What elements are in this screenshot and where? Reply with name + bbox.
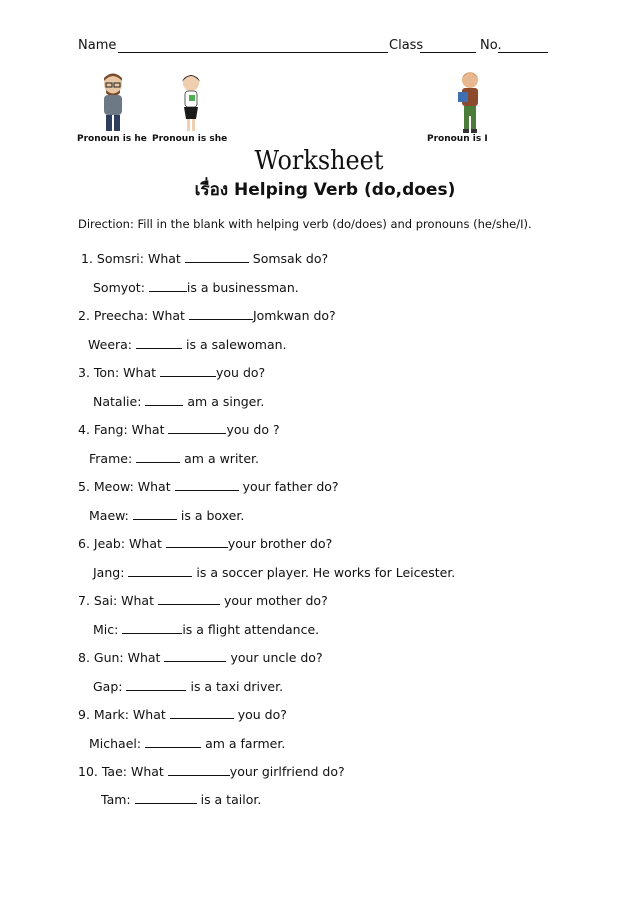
woman-illustration — [176, 73, 206, 133]
answer-7-suffix: is a flight attendance. — [182, 622, 320, 637]
question-9-prefix: 9. Mark: What — [78, 707, 166, 722]
question-6-suffix: your brother do? — [227, 536, 333, 551]
class-field[interactable] — [420, 40, 476, 53]
blank-3b[interactable] — [145, 392, 183, 406]
blank-6a[interactable] — [166, 534, 228, 548]
blank-7a[interactable] — [158, 591, 220, 605]
question-2-suffix: Jomkwan do? — [252, 308, 336, 323]
question-6-prefix: 6. Jeab: What — [78, 536, 162, 551]
blank-10a[interactable] — [168, 762, 230, 776]
blank-6b[interactable] — [128, 563, 192, 577]
answer-8-prefix: Gap: — [93, 679, 123, 694]
blank-5a[interactable] — [175, 477, 239, 491]
answer-2-prefix: Weera: — [88, 337, 133, 352]
answer-10-suffix: is a tailor. — [200, 792, 262, 807]
question-8-prefix: 8. Gun: What — [78, 650, 161, 665]
question-1 — [81, 249, 328, 266]
blank-7b[interactable] — [122, 620, 182, 634]
question-5 — [78, 477, 339, 494]
blank-4b[interactable] — [136, 449, 180, 463]
question-10-suffix: your girlfriend do? — [229, 764, 345, 779]
question-8 — [78, 648, 323, 665]
man-with-glasses-illustration — [96, 73, 130, 133]
answer-4-prefix: Frame: — [89, 451, 133, 466]
answer-6-prefix: Jang: — [93, 565, 125, 580]
answer-9-suffix: am a farmer. — [205, 736, 286, 751]
boy-with-book-illustration — [454, 70, 486, 134]
question-5-suffix: your father do? — [242, 479, 339, 494]
answer-10 — [101, 790, 261, 807]
question-3-prefix: 3. Ton: What — [78, 365, 157, 380]
answer-1-prefix: Somyot: — [93, 280, 145, 295]
worksheet-title: Worksheet — [254, 146, 384, 176]
answer-3-prefix: Natalie: — [93, 394, 142, 409]
question-5-prefix: 5. Meow: What — [78, 479, 171, 494]
answer-1-suffix: is a businessman. — [186, 280, 299, 295]
caption-he: Pronoun is he — [77, 134, 147, 144]
answer-8 — [93, 677, 283, 694]
question-1-prefix: 1. Somsri: What — [81, 251, 181, 266]
answer-4 — [89, 449, 259, 466]
blank-3a[interactable] — [160, 363, 216, 377]
question-7-prefix: 7. Sai: What — [78, 593, 154, 608]
question-4 — [78, 420, 280, 437]
answer-9 — [89, 734, 285, 751]
blank-9a[interactable] — [170, 705, 234, 719]
answer-1 — [93, 278, 299, 295]
caption-i: Pronoun is I — [427, 134, 488, 144]
number-label: No. — [480, 38, 502, 53]
answer-3-suffix: am a singer. — [187, 394, 265, 409]
question-10 — [78, 762, 345, 779]
answer-2 — [88, 335, 287, 352]
question-8-suffix: your uncle do? — [230, 650, 323, 665]
question-10-prefix: 10. Tae: What — [78, 764, 164, 779]
blank-4a[interactable] — [168, 420, 226, 434]
question-2-prefix: 2. Preecha: What — [78, 308, 185, 323]
blank-1a[interactable] — [185, 249, 249, 263]
answer-10-prefix: Tam: — [101, 792, 131, 807]
name-field[interactable] — [118, 40, 388, 53]
question-6 — [78, 534, 332, 551]
question-2 — [78, 306, 336, 323]
answer-6-suffix: is a soccer player. He works for Leicester. — [196, 565, 456, 580]
question-7-suffix: your mother do? — [223, 593, 328, 608]
question-1-suffix: Somsak do? — [252, 251, 329, 266]
answer-8-suffix: is a taxi driver. — [190, 679, 284, 694]
question-4-suffix: you do ? — [226, 422, 280, 437]
answer-7 — [93, 620, 319, 637]
answer-5 — [89, 506, 244, 523]
question-3 — [78, 363, 265, 380]
blank-8b[interactable] — [126, 677, 186, 691]
blank-8a[interactable] — [164, 648, 226, 662]
answer-3 — [93, 392, 264, 409]
direction-text: Direction: Fill in the blank with helping verb (do/does) and pronouns (he/she/I). — [78, 217, 532, 231]
answer-9-prefix: Michael: — [89, 736, 142, 751]
answer-5-suffix: is a boxer. — [180, 508, 245, 523]
question-7 — [78, 591, 328, 608]
answer-7-prefix: Mic: — [93, 622, 119, 637]
answer-5-prefix: Maew: — [89, 508, 129, 523]
blank-2b[interactable] — [136, 335, 182, 349]
blank-10b[interactable] — [135, 790, 197, 804]
class-label: Class — [389, 38, 424, 53]
blank-2a[interactable] — [189, 306, 253, 320]
name-label: Name — [78, 38, 117, 53]
question-4-prefix: 4. Fang: What — [78, 422, 165, 437]
blank-1b[interactable] — [149, 278, 187, 292]
worksheet-subtitle: เรื่อง Helping Verb (do,does) — [194, 180, 456, 200]
answer-2-suffix: is a salewoman. — [186, 337, 287, 352]
blank-9b[interactable] — [145, 734, 201, 748]
question-9 — [78, 705, 287, 722]
answer-4-suffix: am a writer. — [184, 451, 259, 466]
caption-she: Pronoun is she — [152, 134, 228, 144]
blank-5b[interactable] — [133, 506, 177, 520]
answer-6 — [93, 563, 455, 580]
question-3-suffix: you do? — [216, 365, 266, 380]
number-field[interactable] — [498, 40, 548, 53]
question-9-suffix: you do? — [237, 707, 287, 722]
